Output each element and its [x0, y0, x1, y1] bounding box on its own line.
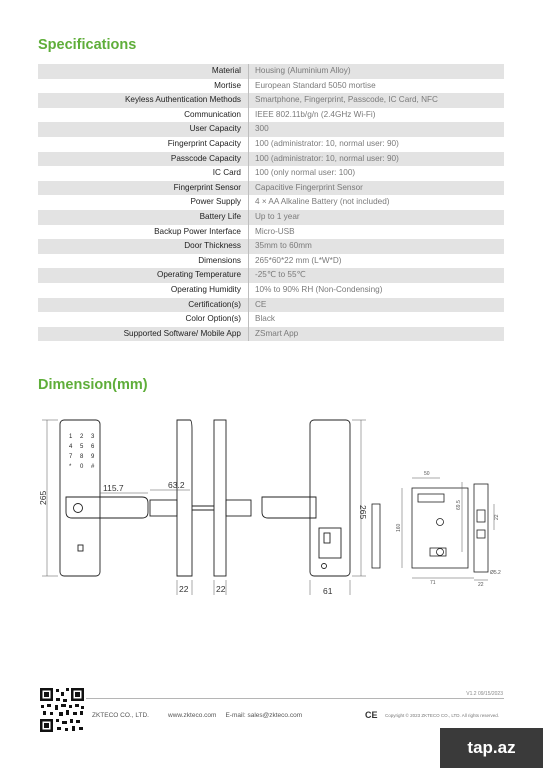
watermark: tap.az [440, 728, 543, 768]
side-front-panel [177, 420, 192, 576]
mortise-height-label: 160 [396, 523, 402, 532]
mortise-faceplate [474, 484, 488, 572]
spec-row [38, 225, 504, 240]
spec-row [38, 254, 504, 269]
company-name: ZKTECO CO., LTD. [92, 712, 149, 719]
keypad-key: 7 [69, 454, 73, 460]
spec-value: Smartphone, Fingerprint, Passcode, IC Card, NFC [249, 93, 505, 108]
front-handle [66, 497, 148, 518]
spec-key: Color Option(s) [38, 312, 249, 327]
front-usb-port [78, 545, 83, 551]
spec-key: Power Supply [38, 195, 249, 210]
spec-value: European Standard 5050 mortise [255, 80, 376, 90]
spec-key: Passcode Capacity [38, 152, 249, 167]
spec-row [38, 64, 504, 79]
spec-value: Housing (Aluminium Alloy) [249, 64, 505, 79]
keypad-key: * [69, 464, 72, 470]
spec-key: Certification(s) [38, 298, 249, 313]
side-back-handle [226, 500, 251, 516]
spec-value: 100 (administrator: 10, normal user: 90) [249, 152, 505, 167]
spec-value: CE [249, 298, 505, 313]
height-label: 265 [38, 490, 48, 505]
keypad-key: 3 [91, 434, 95, 440]
spec-value: IEEE 802.11b/g/n (2.4GHz Wi-Fi) [255, 109, 376, 119]
keypad-key: 2 [80, 434, 84, 440]
front-handle-knob [74, 504, 83, 513]
spec-key: IC Card [38, 166, 249, 181]
keypad [69, 434, 95, 470]
spec-row [38, 181, 504, 196]
spec-key: Dimensions [38, 254, 249, 269]
spec-value: Black [255, 314, 276, 324]
mortise-width-label: 71 [430, 580, 436, 586]
depth-front-label: 22 [179, 584, 189, 594]
keypad-key: 1 [69, 434, 73, 440]
spec-value: -25℃ to 55℃ [249, 268, 505, 283]
keypad-key: 9 [91, 454, 95, 460]
spec-row [38, 312, 504, 327]
keypad-key: 6 [91, 444, 95, 450]
spec-key: Door Thickness [38, 239, 249, 254]
strike-plate [372, 504, 380, 568]
spec-row [38, 298, 504, 313]
specifications-title: Specifications [38, 37, 137, 53]
spec-value: 300 [249, 122, 505, 137]
height-back-label: 265 [358, 505, 368, 520]
spec-value: Micro-USB [255, 226, 295, 236]
spec-value: 35mm to 60mm [249, 239, 505, 254]
spec-key: Material [38, 64, 249, 79]
contact-info [168, 712, 302, 719]
qr-code-icon[interactable] [38, 686, 86, 734]
spec-row [38, 108, 504, 123]
spec-value: 265*60*22 mm (L*W*D) [255, 255, 342, 265]
back-handle [262, 497, 316, 518]
spec-row [38, 79, 504, 94]
spec-row [38, 327, 504, 342]
spec-value: 100 (administrator: 10, normal user: 90) [255, 138, 399, 148]
ce-mark: CE [365, 710, 378, 720]
spec-key: Communication [38, 108, 249, 123]
faceplate-depth-label: 22 [478, 582, 484, 588]
spec-key: Battery Life [38, 210, 249, 225]
spec-key: User Capacity [38, 122, 249, 137]
spec-key: Fingerprint Capacity [38, 137, 249, 152]
keypad-key: 4 [69, 444, 73, 450]
copyright-text: Copyright © 2023 ZKTECO CO., LTD. All rights reserved. [385, 713, 500, 718]
spec-key: Operating Humidity [38, 283, 249, 298]
spec-key: Supported Software/ Mobile App [38, 327, 249, 342]
keypad-key: # [91, 464, 95, 470]
dimension-title: Dimension(mm) [38, 377, 148, 393]
email-link[interactable]: E-mail: sales@zkteco.com [225, 712, 303, 719]
hole-diameter-label: Ø5.2 [490, 570, 501, 576]
spec-value: Capacitive Fingerprint Sensor [249, 181, 505, 196]
side-offset-label: 63.2 [168, 480, 185, 490]
keypad-key: 0 [80, 464, 84, 470]
side-back-panel [214, 420, 226, 576]
spec-key: Mortise [38, 79, 249, 94]
spec-row [38, 195, 504, 210]
mortise-spindle-hole [437, 519, 444, 526]
spec-row [38, 166, 504, 181]
spec-table [38, 64, 504, 341]
spec-key: Keyless Authentication Methods [38, 93, 249, 108]
spec-row [38, 239, 504, 254]
version-label: V1.2 09/15/2023 [466, 691, 503, 697]
spec-row [38, 210, 504, 225]
spec-row [38, 137, 504, 152]
spec-row [38, 122, 504, 137]
mortise-spacing-label: 69.5 [456, 500, 462, 510]
spec-value: Up to 1 year [249, 210, 505, 225]
faceplate-width-label: 22 [494, 514, 500, 520]
spec-row [38, 152, 504, 167]
side-handle [150, 500, 177, 516]
spec-value: ZSmart App [249, 327, 505, 342]
dimension-drawing [0, 400, 543, 600]
spec-value: 100 (only normal user: 100) [255, 168, 356, 178]
depth-back-label: 22 [216, 584, 226, 594]
mortise-cylinder-hole [437, 549, 444, 556]
spec-key: Fingerprint Sensor [38, 181, 249, 196]
footer-divider [38, 698, 504, 699]
width-label: 61 [323, 586, 333, 596]
spec-row [38, 268, 504, 283]
keypad-key: 5 [80, 444, 84, 450]
spec-row [38, 93, 504, 108]
keypad-key: 8 [80, 454, 84, 460]
handle-length-label: 115.7 [103, 483, 124, 493]
spec-value: 4 × AA Alkaline Battery (not included) [255, 197, 390, 207]
website-link[interactable]: www.zkteco.com [168, 712, 217, 719]
spec-key: Backup Power Interface [38, 225, 249, 240]
spec-row [38, 283, 504, 298]
spec-key: Operating Temperature [38, 268, 249, 283]
mortise-backset-label: 50 [424, 471, 430, 477]
spec-value: 10% to 90% RH (Non-Condensing) [255, 284, 383, 294]
